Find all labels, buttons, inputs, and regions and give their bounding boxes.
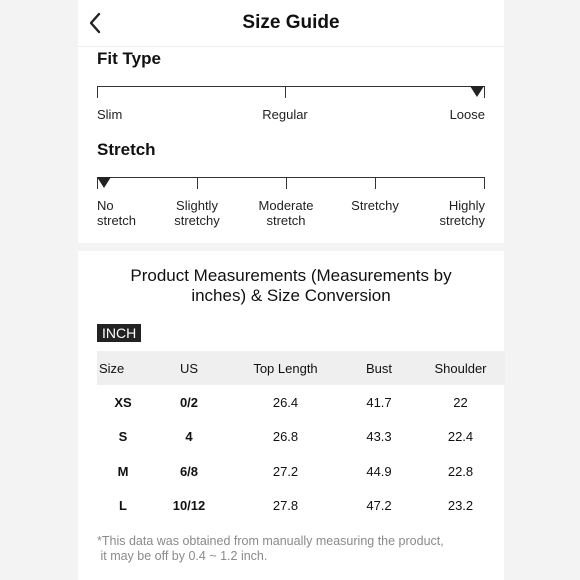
table-cell: 26.8 bbox=[272, 429, 299, 445]
stretch-selected-marker bbox=[97, 177, 111, 188]
stretch-option bbox=[425, 198, 485, 228]
table-row bbox=[97, 489, 505, 524]
fit-type-scale bbox=[97, 86, 485, 87]
measurements-heading bbox=[98, 266, 484, 306]
table-cell: 0/2 bbox=[179, 394, 199, 410]
column-header: Size bbox=[97, 351, 149, 385]
page-title: Size Guide bbox=[242, 12, 340, 33]
table-cell: 41.7 bbox=[366, 394, 392, 410]
table-cell: L bbox=[119, 498, 127, 514]
table-cell: 10/12 bbox=[172, 498, 206, 514]
fit-type-tick bbox=[484, 86, 485, 98]
table-cell: 26.4 bbox=[272, 394, 299, 410]
table-cell: 27.2 bbox=[272, 463, 299, 479]
stretch-option-line: Slightly bbox=[176, 198, 218, 213]
fit-type-option: Regular bbox=[262, 107, 308, 122]
table-cell: 6/8 bbox=[179, 463, 199, 479]
measurements-table bbox=[97, 351, 505, 523]
stretch-option-line: stretch bbox=[266, 213, 306, 228]
disclaimer-footnote bbox=[97, 534, 497, 564]
fit-type-heading: Fit Type bbox=[97, 49, 161, 68]
stretch-tick bbox=[375, 177, 376, 189]
table-cell: 47.2 bbox=[366, 498, 392, 514]
column-header: US bbox=[149, 351, 229, 385]
table-cell: XS bbox=[114, 394, 132, 410]
stretch-option bbox=[167, 198, 227, 228]
unit-badge: INCH bbox=[97, 324, 141, 342]
stretch-option-line: No bbox=[97, 198, 114, 213]
stretch-option-line: Moderate bbox=[258, 198, 314, 213]
measurements-heading-line: Product Measurements (Measurements by bbox=[130, 266, 452, 285]
fit-type-option: Loose bbox=[449, 107, 485, 122]
table-cell: 22.4 bbox=[447, 429, 474, 445]
table-cell: 4 bbox=[185, 429, 193, 445]
fit-type-selected-marker bbox=[470, 86, 484, 97]
stretch-option-line: Stretchy bbox=[351, 198, 399, 213]
footnote-line: *This data was obtained from manually measuring the product, bbox=[97, 534, 444, 548]
column-header: Bust bbox=[342, 351, 416, 385]
stretch-option bbox=[340, 198, 410, 213]
stretch-tick bbox=[484, 177, 485, 189]
stretch-tick bbox=[197, 177, 198, 189]
table-header-row bbox=[97, 351, 505, 385]
stretch-option-line: stretchy bbox=[174, 213, 220, 228]
stretch-heading: Stretch bbox=[97, 140, 156, 159]
table-cell: S bbox=[118, 429, 128, 445]
table-cell: 27.8 bbox=[272, 498, 299, 514]
footnote-line: it may be off by 0.4 ~ 1.2 inch. bbox=[97, 549, 268, 563]
table-cell: 22 bbox=[453, 394, 468, 410]
section-divider bbox=[78, 243, 504, 251]
table-cell: 23.2 bbox=[447, 498, 474, 514]
stretch-scale bbox=[97, 177, 485, 178]
column-header: Shoulder bbox=[416, 351, 505, 385]
table-row bbox=[97, 420, 505, 455]
table-cell: 44.9 bbox=[366, 463, 392, 479]
table-cell: M bbox=[117, 463, 129, 479]
stretch-option bbox=[251, 198, 321, 228]
table-cell: 22.8 bbox=[447, 463, 474, 479]
stretch-tick bbox=[286, 177, 287, 189]
stretch-option bbox=[97, 198, 136, 228]
measurements-heading-line: inches) & Size Conversion bbox=[191, 286, 391, 305]
stretch-option-line: stretch bbox=[97, 213, 137, 228]
table-row bbox=[97, 454, 505, 489]
table-row bbox=[97, 385, 505, 420]
stretch-option-line: stretchy bbox=[439, 213, 485, 228]
fit-type-tick bbox=[97, 86, 98, 98]
stretch-option-line: Highly bbox=[448, 198, 485, 213]
column-header: Top Length bbox=[229, 351, 342, 385]
fit-type-tick bbox=[285, 86, 286, 98]
fit-type-option: Slim bbox=[97, 107, 123, 122]
table-cell: 43.3 bbox=[366, 429, 392, 445]
header-bar bbox=[78, 0, 504, 47]
size-guide-panel bbox=[78, 0, 504, 580]
